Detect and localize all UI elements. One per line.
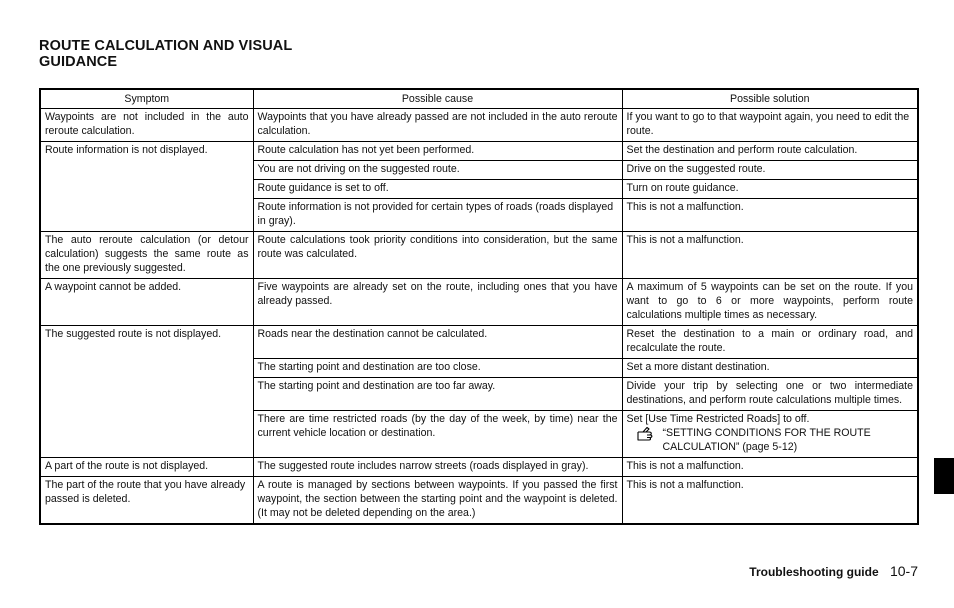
symptom-cell: The part of the route that you have already passed is deleted. <box>40 477 253 525</box>
header-possible-solution: Possible solution <box>622 89 918 109</box>
cause-cell: You are not driving on the suggested route. <box>253 161 622 180</box>
cause-cell: Route calculations took priority conditions into consideration, but the same route was calculated. <box>253 232 622 279</box>
cause-cell: Route guidance is set to off. <box>253 180 622 199</box>
symptom-cell: Route information is not displayed. <box>40 142 253 232</box>
header-symptom: Symptom <box>40 89 253 109</box>
troubleshooting-table <box>39 88 919 525</box>
solution-cell: Reset the destination to a main or ordinary road, and recalculate the route. <box>622 326 918 359</box>
page-reference <box>627 426 914 454</box>
solution-cell: Turn on route guidance. <box>622 180 918 199</box>
page-number: 10-7 <box>889 563 918 579</box>
solution-cell: If you want to go to that waypoint again, you need to edit the route. <box>622 109 918 142</box>
solution-cell: Divide your trip by selecting one or two intermediate destinations, and perform route calculations multiple times. <box>622 378 918 411</box>
table-row <box>40 279 918 326</box>
symptom-cell: A waypoint cannot be added. <box>40 279 253 326</box>
page-title <box>39 38 292 70</box>
section-tab-marker <box>934 458 954 494</box>
cause-cell: A route is managed by sections between waypoints. If you passed the first waypoint, the section between the starting point and the waypoint is deleted. (It may not be deleted depending on the area.) <box>253 477 622 525</box>
table-row <box>40 109 918 142</box>
solution-cell: Set a more distant destination. <box>622 359 918 378</box>
table-row <box>40 232 918 279</box>
symptom-cell: A part of the route is not displayed. <box>40 458 253 477</box>
symptom-cell: Waypoints are not included in the auto reroute calculation. <box>40 109 253 142</box>
cause-cell: There are time restricted roads (by the day of the week, by time) near the current vehicle location or destination. <box>253 411 622 458</box>
page-title-line-1: ROUTE CALCULATION AND VISUAL <box>39 38 293 54</box>
solution-cell: This is not a malfunction. <box>622 477 918 525</box>
solution-cell: Drive on the suggested route. <box>622 161 918 180</box>
page-title-line-2: GUIDANCE <box>39 54 118 70</box>
table-row <box>40 142 918 161</box>
solution-cell: This is not a malfunction. <box>622 458 918 477</box>
table-row <box>40 477 918 525</box>
table-row <box>40 326 918 359</box>
cause-cell: The suggested route includes narrow streets (roads displayed in gray). <box>253 458 622 477</box>
cause-cell: The starting point and destination are too close. <box>253 359 622 378</box>
cause-cell: Waypoints that you have already passed are not included in the auto reroute calculation. <box>253 109 622 142</box>
cause-cell: Roads near the destination cannot be calculated. <box>253 326 622 359</box>
footer-section-title: Troubleshooting guide <box>749 565 879 579</box>
pointing-hand-icon <box>627 426 663 442</box>
cause-cell: Route information is not provided for certain types of roads (roads displayed in gray). <box>253 199 622 232</box>
solution-cell: A maximum of 5 waypoints can be set on the route. If you want to go to 6 or more waypoints, perform route calculations multiple times as necessary. <box>622 279 918 326</box>
solution-cell: This is not a malfunction. <box>622 199 918 232</box>
table-header-row <box>40 89 918 109</box>
table-row <box>40 458 918 477</box>
symptom-cell: The suggested route is not displayed. <box>40 326 253 458</box>
reference-text: “SETTING CONDITIONS FOR THE ROUTE CALCULATION” (page 5-12) <box>662 427 871 453</box>
solution-cell: Set the destination and perform route calculation. <box>622 142 918 161</box>
header-possible-cause: Possible cause <box>253 89 622 109</box>
solution-cell <box>622 411 918 458</box>
solution-cell: This is not a malfunction. <box>622 232 918 279</box>
solution-text: Set [Use Time Restricted Roads] to off. <box>626 413 810 425</box>
cause-cell: The starting point and destination are too far away. <box>253 378 622 411</box>
page-footer <box>749 563 918 579</box>
symptom-cell: The auto reroute calculation (or detour calculation) suggests the same route as the one previously suggested. <box>40 232 253 279</box>
cause-cell: Five waypoints are already set on the route, including ones that you have already passed. <box>253 279 622 326</box>
cause-cell: Route calculation has not yet been performed. <box>253 142 622 161</box>
